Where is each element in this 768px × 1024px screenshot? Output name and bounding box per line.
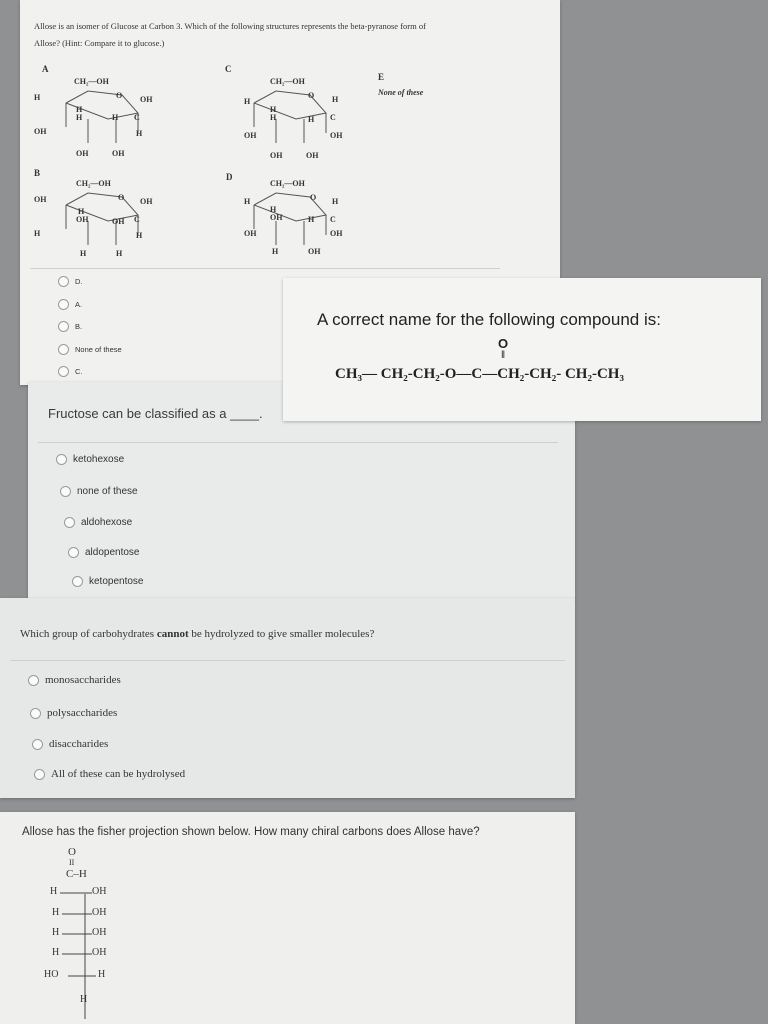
a-l: OH (34, 127, 47, 136)
d-h3: H (308, 215, 315, 224)
a-o: O (116, 91, 123, 100)
radio-circle-icon[interactable] (58, 344, 69, 355)
b-b2: H (116, 249, 123, 258)
q1-option-d[interactable]: D. (58, 276, 83, 287)
b-ch2oh: CH₂—OH (76, 179, 111, 188)
c-h2: H (270, 113, 277, 122)
b-h1: H (78, 207, 85, 216)
c-tr: H (332, 95, 339, 104)
fisher-row3-left: H (52, 927, 60, 938)
q1-option-a[interactable]: A. (58, 299, 82, 310)
d-r: OH (330, 229, 343, 238)
fisher-row1-right: OH (92, 886, 107, 897)
fisher-row4-left: H (52, 947, 60, 958)
q4-prompt: Which group of carbohydrates cannot be hydrolyzed to give smaller molecules? (20, 628, 375, 640)
c-b1: OH (270, 151, 283, 160)
q4-prompt-bold: cannot (156, 628, 189, 640)
fisher-top-ch: C–H (66, 868, 87, 880)
q3-option-ketopentose[interactable]: ketopentose (72, 576, 144, 587)
radio-circle-icon[interactable] (32, 739, 43, 750)
q5-prompt: Allose has the fisher projection shown below. How many chiral carbons does Allose have? (22, 826, 480, 838)
c-o: O (308, 91, 315, 100)
radio-circle-icon[interactable] (30, 708, 41, 719)
b-tl: OH (34, 195, 47, 204)
d-o: O (310, 193, 317, 202)
option-e-text: None of these (378, 88, 424, 97)
radio-circle-icon[interactable] (58, 321, 69, 332)
structure-a (32, 75, 162, 170)
q2-title: A correct name for the following compound is: (317, 310, 661, 329)
structure-b-ring (32, 177, 162, 272)
a-r: H (136, 129, 143, 138)
structure-c-ring (220, 75, 350, 170)
d-h2: OH (270, 213, 283, 222)
q4-option-monosaccharides[interactable]: monosaccharides (28, 674, 121, 686)
radio-circle-icon[interactable] (58, 299, 69, 310)
b-h2: OH (76, 215, 89, 224)
a-tl: H (34, 93, 41, 102)
q4-option-all[interactable]: All of these can be hydrolysed (34, 768, 185, 780)
c-h3: H (308, 115, 315, 124)
q4-option-polysaccharides[interactable]: polysaccharides (30, 707, 117, 719)
c-r: OH (330, 131, 343, 140)
q1-option-none[interactable]: None of these (58, 344, 122, 355)
radio-circle-icon[interactable] (56, 454, 67, 465)
label-E: E (378, 72, 385, 82)
d-ch2oh: CH₂—OH (270, 179, 305, 188)
q3-divider (38, 442, 558, 443)
fisher-top-bond: II (69, 858, 75, 867)
b-r: H (136, 231, 143, 240)
c-tl: H (244, 97, 251, 106)
c-l: OH (244, 131, 257, 140)
radio-circle-icon[interactable] (34, 769, 45, 780)
d-tl: H (244, 197, 251, 206)
b-h3: OH (112, 217, 125, 226)
question-hydrolysis-panel (0, 598, 575, 798)
q3-prompt: Fructose can be classified as a ____. (48, 406, 263, 421)
d-tr: H (332, 197, 339, 206)
a-tr: OH (140, 95, 153, 104)
fisher-bottom: H (80, 994, 88, 1005)
q3-option-aldopentose[interactable]: aldopentose (68, 547, 140, 558)
a-ch2oh: CH₂—OH (74, 77, 109, 86)
b-tr: OH (140, 197, 153, 206)
structure-b (32, 177, 162, 272)
d-h1: H (270, 205, 277, 214)
fisher-row5-left: HO (44, 969, 59, 980)
radio-circle-icon[interactable] (28, 675, 39, 686)
q1-prompt: Allose is an isomer of Glucose at Carbon 3. Which of the following structures represents the beta-pyranose form of Allose? (Hint: Compare it to glucose.) (34, 21, 426, 48)
fisher-projection (40, 844, 180, 1024)
radio-circle-icon[interactable] (58, 276, 69, 287)
radio-circle-icon[interactable] (58, 366, 69, 377)
fisher-row3-right: OH (92, 927, 107, 938)
radio-circle-icon[interactable] (68, 547, 79, 558)
question-chiral-carbons-panel (0, 812, 575, 1024)
fisher-row2-right: OH (92, 907, 107, 918)
d-b2: OH (308, 247, 321, 256)
radio-circle-icon[interactable] (60, 486, 71, 497)
d-l: OH (244, 229, 257, 238)
radio-circle-icon[interactable] (64, 517, 75, 528)
ester-formula: CH₃— CH₂-CH₂-O—C—CH₂-CH₂- CH₂-CH₃ (335, 366, 624, 382)
fisher-projection-lines (40, 844, 180, 1024)
q4-option-disaccharides[interactable]: disaccharides (32, 738, 108, 750)
question-compound-name-panel (283, 278, 761, 421)
q1-option-c[interactable]: C. (58, 366, 83, 377)
a-c: C (134, 113, 140, 122)
carbonyl-double-bond: ‖ (501, 350, 506, 361)
carbonyl-oxygen: O (498, 336, 509, 351)
structure-a-ring (32, 75, 162, 170)
b-b1: H (80, 249, 87, 258)
q3-option-aldohexose[interactable]: aldohexose (64, 517, 132, 528)
label-A: A (42, 64, 49, 74)
q4-divider (10, 660, 565, 661)
label-B: B (34, 168, 41, 178)
q3-option-ketohexose[interactable]: ketohexose (56, 454, 124, 465)
q1-divider (30, 268, 500, 269)
fisher-row1-left: H (50, 886, 58, 897)
q3-option-none[interactable]: none of these (60, 486, 138, 497)
fisher-top-o: O (68, 846, 76, 858)
a-h2: H (76, 113, 83, 122)
structure-d (220, 177, 350, 272)
a-h1: H (76, 105, 83, 114)
d-c: C (330, 215, 336, 224)
c-c: C (330, 113, 336, 122)
label-C: C (225, 64, 232, 74)
c-b2: OH (306, 151, 319, 160)
d-b1: H (272, 247, 279, 256)
a-b2: OH (112, 149, 125, 158)
q1-option-b[interactable]: B. (58, 321, 82, 332)
radio-circle-icon[interactable] (72, 576, 83, 587)
label-D: D (226, 172, 233, 182)
c-h1: H (270, 105, 277, 114)
structure-c (220, 75, 350, 170)
a-h3: H (112, 113, 119, 122)
c-ch2oh: CH₂—OH (270, 77, 305, 86)
b-o: O (118, 193, 125, 202)
b-l: H (34, 229, 41, 238)
b-c: C (134, 215, 140, 224)
fisher-row2-left: H (52, 907, 60, 918)
fisher-row5-right: H (98, 969, 106, 980)
fisher-row4-right: OH (92, 947, 107, 958)
structure-d-ring (220, 177, 350, 272)
a-b1: OH (76, 149, 89, 158)
